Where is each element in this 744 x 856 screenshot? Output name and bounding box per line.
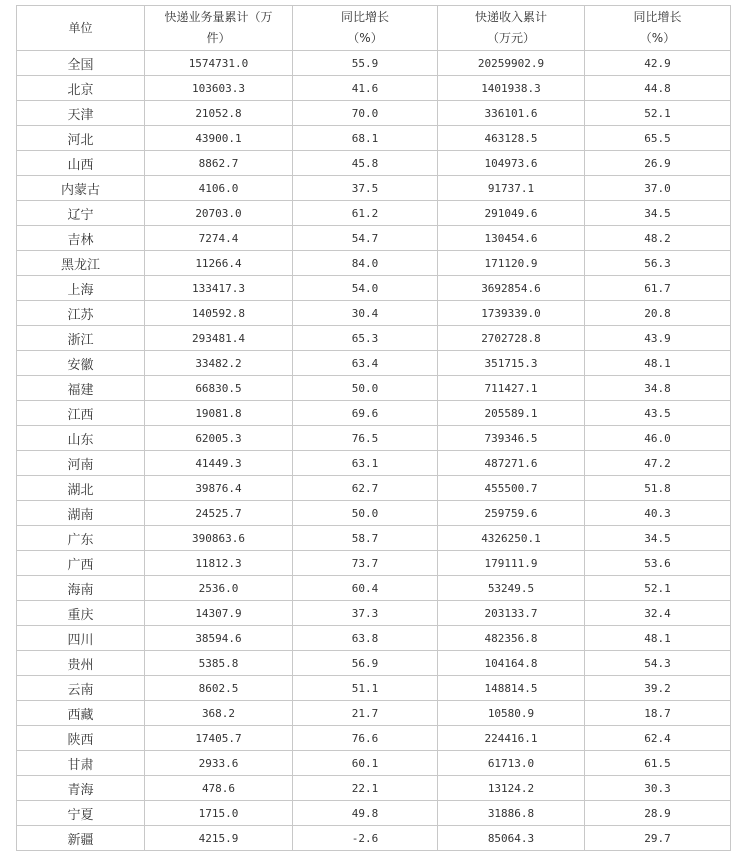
revenue-cell: 61713.0 — [438, 751, 585, 776]
revenue-cell: 130454.6 — [438, 226, 585, 251]
revenue-growth-cell: 48.1 — [585, 351, 731, 376]
table-row — [17, 501, 731, 526]
revenue-growth-cell: 62.4 — [585, 726, 731, 751]
revenue-growth-cell: 37.0 — [585, 176, 731, 201]
volume-cell: 41449.3 — [145, 451, 293, 476]
volume-cell: 140592.8 — [145, 301, 293, 326]
volume-cell: 2933.6 — [145, 751, 293, 776]
volume-cell: 20703.0 — [145, 201, 293, 226]
volume-cell: 8602.5 — [145, 676, 293, 701]
unit-cell: 湖北 — [17, 476, 145, 501]
revenue-cell: 482356.8 — [438, 626, 585, 651]
volume-cell: 8862.7 — [145, 151, 293, 176]
unit-cell: 浙江 — [17, 326, 145, 351]
volume-growth-cell: 37.5 — [293, 176, 438, 201]
table-container — [16, 5, 731, 851]
volume-growth-cell: 69.6 — [293, 401, 438, 426]
volume-cell: 103603.3 — [145, 76, 293, 101]
revenue-growth-cell: 34.8 — [585, 376, 731, 401]
revenue-cell: 104164.8 — [438, 651, 585, 676]
header-unit-text: 单位 — [68, 20, 93, 35]
table-row — [17, 551, 731, 576]
revenue-growth-cell: 39.2 — [585, 676, 731, 701]
table-row — [17, 226, 731, 251]
revenue-cell: 31886.8 — [438, 801, 585, 826]
volume-cell: 62005.3 — [145, 426, 293, 451]
volume-cell: 66830.5 — [145, 376, 293, 401]
revenue-cell: 4326250.1 — [438, 526, 585, 551]
volume-cell: 368.2 — [145, 701, 293, 726]
table-row — [17, 176, 731, 201]
volume-growth-cell: 58.7 — [293, 526, 438, 551]
revenue-cell: 205589.1 — [438, 401, 585, 426]
volume-growth-cell: 54.7 — [293, 226, 438, 251]
table-row — [17, 276, 731, 301]
table-row — [17, 151, 731, 176]
table-row — [17, 201, 731, 226]
volume-growth-cell: 84.0 — [293, 251, 438, 276]
unit-cell: 西藏 — [17, 701, 145, 726]
revenue-cell: 20259902.9 — [438, 51, 585, 76]
volume-growth-cell: 56.9 — [293, 651, 438, 676]
table-header-row — [17, 6, 731, 51]
volume-growth-cell: 61.2 — [293, 201, 438, 226]
volume-cell: 33482.2 — [145, 351, 293, 376]
unit-cell: 甘肃 — [17, 751, 145, 776]
unit-cell: 海南 — [17, 576, 145, 601]
header-unit — [17, 6, 145, 51]
revenue-cell: 91737.1 — [438, 176, 585, 201]
revenue-growth-cell: 61.7 — [585, 276, 731, 301]
volume-cell: 43900.1 — [145, 126, 293, 151]
unit-cell: 安徽 — [17, 351, 145, 376]
unit-cell: 吉林 — [17, 226, 145, 251]
table-row — [17, 451, 731, 476]
table-row — [17, 701, 731, 726]
volume-growth-cell: 63.1 — [293, 451, 438, 476]
revenue-cell: 455500.7 — [438, 476, 585, 501]
unit-cell: 四川 — [17, 626, 145, 651]
revenue-growth-cell: 28.9 — [585, 801, 731, 826]
header-revenue — [438, 6, 585, 51]
unit-cell: 广东 — [17, 526, 145, 551]
unit-cell: 江西 — [17, 401, 145, 426]
revenue-growth-cell: 43.5 — [585, 401, 731, 426]
revenue-growth-cell: 32.4 — [585, 601, 731, 626]
revenue-cell: 1739339.0 — [438, 301, 585, 326]
table-row — [17, 376, 731, 401]
volume-growth-cell: 21.7 — [293, 701, 438, 726]
volume-growth-cell: 60.1 — [293, 751, 438, 776]
table-row — [17, 301, 731, 326]
unit-cell: 北京 — [17, 76, 145, 101]
unit-cell: 上海 — [17, 276, 145, 301]
revenue-cell: 10580.9 — [438, 701, 585, 726]
table-row — [17, 326, 731, 351]
revenue-growth-cell: 61.5 — [585, 751, 731, 776]
table-row — [17, 426, 731, 451]
revenue-growth-cell: 20.8 — [585, 301, 731, 326]
revenue-cell: 351715.3 — [438, 351, 585, 376]
table-row — [17, 751, 731, 776]
volume-growth-cell: 41.6 — [293, 76, 438, 101]
revenue-growth-cell: 48.1 — [585, 626, 731, 651]
unit-cell: 云南 — [17, 676, 145, 701]
volume-cell: 24525.7 — [145, 501, 293, 526]
revenue-growth-cell: 65.5 — [585, 126, 731, 151]
header-volume — [145, 6, 293, 51]
volume-growth-cell: 76.5 — [293, 426, 438, 451]
revenue-growth-cell: 47.2 — [585, 451, 731, 476]
volume-growth-cell: 76.6 — [293, 726, 438, 751]
table-row — [17, 626, 731, 651]
table-row — [17, 76, 731, 101]
table-row — [17, 126, 731, 151]
revenue-cell: 336101.6 — [438, 101, 585, 126]
revenue-growth-cell: 26.9 — [585, 151, 731, 176]
table-row — [17, 651, 731, 676]
table-row — [17, 776, 731, 801]
revenue-cell: 739346.5 — [438, 426, 585, 451]
unit-cell: 天津 — [17, 101, 145, 126]
volume-cell: 478.6 — [145, 776, 293, 801]
unit-cell: 全国 — [17, 51, 145, 76]
table-row — [17, 601, 731, 626]
revenue-cell: 85064.3 — [438, 826, 585, 851]
revenue-cell: 171120.9 — [438, 251, 585, 276]
unit-cell: 河南 — [17, 451, 145, 476]
volume-growth-cell: 45.8 — [293, 151, 438, 176]
table-row — [17, 251, 731, 276]
revenue-cell: 711427.1 — [438, 376, 585, 401]
volume-cell: 293481.4 — [145, 326, 293, 351]
header-volume-line1: 快递业务量累计（万 — [164, 10, 273, 24]
table-row — [17, 476, 731, 501]
volume-growth-cell: 62.7 — [293, 476, 438, 501]
revenue-cell: 224416.1 — [438, 726, 585, 751]
volume-growth-cell: 50.0 — [293, 376, 438, 401]
revenue-cell: 463128.5 — [438, 126, 585, 151]
revenue-growth-cell: 29.7 — [585, 826, 731, 851]
unit-cell: 内蒙古 — [17, 176, 145, 201]
table-row — [17, 101, 731, 126]
revenue-cell: 1401938.3 — [438, 76, 585, 101]
revenue-growth-cell: 52.1 — [585, 576, 731, 601]
volume-growth-cell: 63.8 — [293, 626, 438, 651]
volume-growth-cell: 54.0 — [293, 276, 438, 301]
volume-cell: 5385.8 — [145, 651, 293, 676]
revenue-growth-cell: 44.8 — [585, 76, 731, 101]
header-volume-growth-line1: 同比增长 — [340, 10, 389, 24]
volume-cell: 133417.3 — [145, 276, 293, 301]
unit-cell: 山西 — [17, 151, 145, 176]
volume-growth-cell: 30.4 — [293, 301, 438, 326]
revenue-growth-cell: 53.6 — [585, 551, 731, 576]
unit-cell: 陕西 — [17, 726, 145, 751]
revenue-cell: 487271.6 — [438, 451, 585, 476]
revenue-cell: 179111.9 — [438, 551, 585, 576]
volume-cell: 21052.8 — [145, 101, 293, 126]
volume-cell: 1715.0 — [145, 801, 293, 826]
revenue-growth-cell: 51.8 — [585, 476, 731, 501]
revenue-growth-cell: 54.3 — [585, 651, 731, 676]
table-row — [17, 51, 731, 76]
unit-cell: 河北 — [17, 126, 145, 151]
header-revenue-growth-line1: 同比增长 — [633, 10, 682, 24]
volume-cell: 4215.9 — [145, 826, 293, 851]
table-row — [17, 401, 731, 426]
volume-cell: 2536.0 — [145, 576, 293, 601]
volume-cell: 17405.7 — [145, 726, 293, 751]
unit-cell: 辽宁 — [17, 201, 145, 226]
volume-growth-cell: 70.0 — [293, 101, 438, 126]
revenue-growth-cell: 18.7 — [585, 701, 731, 726]
volume-cell: 11812.3 — [145, 551, 293, 576]
volume-cell: 11266.4 — [145, 251, 293, 276]
table-row — [17, 826, 731, 851]
revenue-growth-cell: 46.0 — [585, 426, 731, 451]
unit-cell: 福建 — [17, 376, 145, 401]
revenue-cell: 3692854.6 — [438, 276, 585, 301]
volume-growth-cell: 51.1 — [293, 676, 438, 701]
header-volume-line2: 件） — [206, 31, 231, 45]
unit-cell: 重庆 — [17, 601, 145, 626]
unit-cell: 广西 — [17, 551, 145, 576]
revenue-growth-cell: 52.1 — [585, 101, 731, 126]
revenue-growth-cell: 30.3 — [585, 776, 731, 801]
unit-cell: 湖南 — [17, 501, 145, 526]
volume-cell: 39876.4 — [145, 476, 293, 501]
volume-growth-cell: 22.1 — [293, 776, 438, 801]
revenue-cell: 148814.5 — [438, 676, 585, 701]
volume-growth-cell: 68.1 — [293, 126, 438, 151]
revenue-cell: 259759.6 — [438, 501, 585, 526]
header-volume-growth — [293, 6, 438, 51]
unit-cell: 贵州 — [17, 651, 145, 676]
header-revenue-growth-line2: （%） — [639, 31, 676, 45]
unit-cell: 山东 — [17, 426, 145, 451]
table-row — [17, 526, 731, 551]
table-body — [17, 51, 731, 851]
unit-cell: 新疆 — [17, 826, 145, 851]
revenue-growth-cell: 40.3 — [585, 501, 731, 526]
table-row — [17, 676, 731, 701]
table-row — [17, 351, 731, 376]
header-revenue-line1: 快递收入累计 — [474, 10, 547, 24]
volume-growth-cell: -2.6 — [293, 826, 438, 851]
volume-cell: 38594.6 — [145, 626, 293, 651]
revenue-cell: 291049.6 — [438, 201, 585, 226]
volume-cell: 19081.8 — [145, 401, 293, 426]
unit-cell: 青海 — [17, 776, 145, 801]
revenue-cell: 203133.7 — [438, 601, 585, 626]
unit-cell: 江苏 — [17, 301, 145, 326]
revenue-growth-cell: 56.3 — [585, 251, 731, 276]
volume-growth-cell: 37.3 — [293, 601, 438, 626]
header-volume-growth-line2: （%） — [347, 31, 383, 45]
revenue-growth-cell: 48.2 — [585, 226, 731, 251]
revenue-growth-cell: 43.9 — [585, 326, 731, 351]
volume-growth-cell: 63.4 — [293, 351, 438, 376]
volume-cell: 390863.6 — [145, 526, 293, 551]
unit-cell: 黑龙江 — [17, 251, 145, 276]
volume-growth-cell: 65.3 — [293, 326, 438, 351]
volume-growth-cell: 49.8 — [293, 801, 438, 826]
unit-cell: 宁夏 — [17, 801, 145, 826]
revenue-cell: 13124.2 — [438, 776, 585, 801]
volume-cell: 1574731.0 — [145, 51, 293, 76]
volume-cell: 4106.0 — [145, 176, 293, 201]
header-revenue-line2: （万元） — [486, 31, 535, 45]
volume-growth-cell: 50.0 — [293, 501, 438, 526]
volume-growth-cell: 60.4 — [293, 576, 438, 601]
express-statistics-table — [16, 5, 731, 851]
table-row — [17, 801, 731, 826]
revenue-cell: 104973.6 — [438, 151, 585, 176]
revenue-growth-cell: 34.5 — [585, 201, 731, 226]
volume-cell: 14307.9 — [145, 601, 293, 626]
volume-growth-cell: 55.9 — [293, 51, 438, 76]
table-row — [17, 576, 731, 601]
revenue-cell: 53249.5 — [438, 576, 585, 601]
revenue-growth-cell: 34.5 — [585, 526, 731, 551]
table-row — [17, 726, 731, 751]
revenue-growth-cell: 42.9 — [585, 51, 731, 76]
header-revenue-growth — [585, 6, 731, 51]
revenue-cell: 2702728.8 — [438, 326, 585, 351]
volume-cell: 7274.4 — [145, 226, 293, 251]
volume-growth-cell: 73.7 — [293, 551, 438, 576]
